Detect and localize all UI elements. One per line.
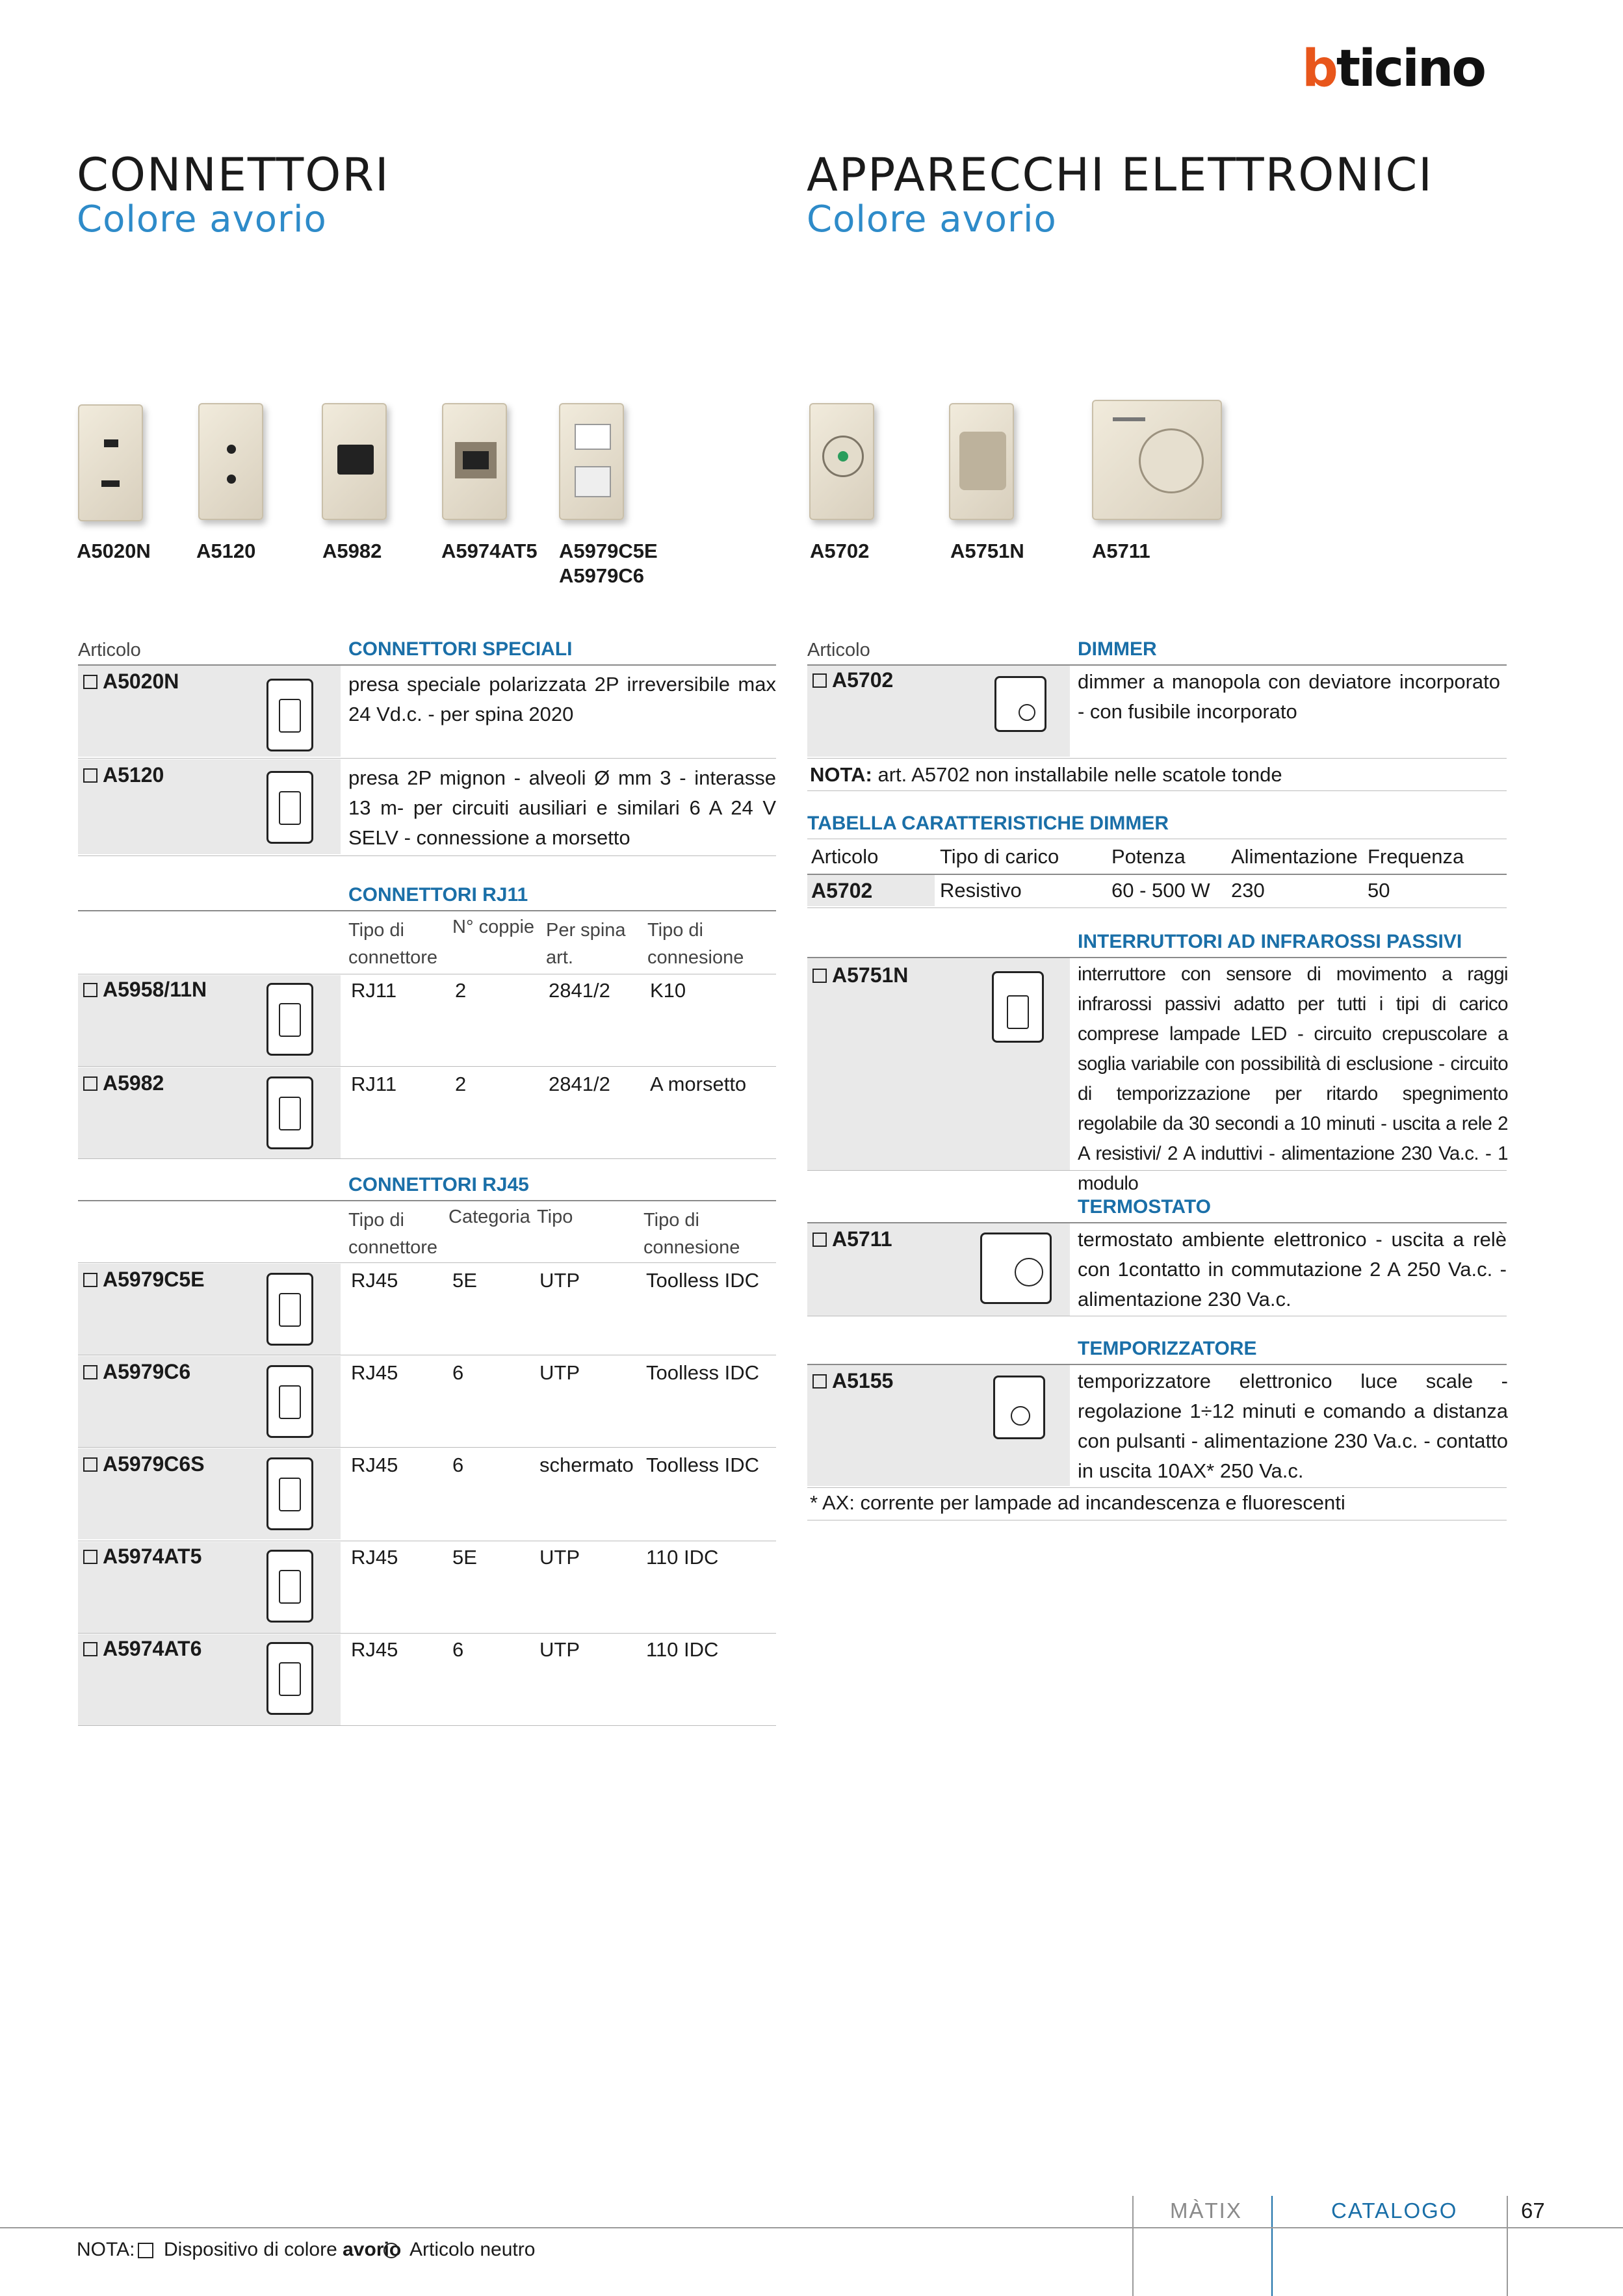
- table-cell: Resistivo: [940, 879, 1022, 902]
- rj-socket-icon: [266, 1642, 313, 1715]
- timer-icon: [993, 1376, 1045, 1439]
- footer-dispositivo: Dispositivo di colore avorio: [164, 2239, 402, 2260]
- bticino-logo: bticino: [1302, 40, 1485, 98]
- articolo-header: Articolo: [78, 640, 141, 660]
- table-cell: 230: [1231, 879, 1265, 902]
- product-label: A5020N: [77, 540, 151, 562]
- article-description: presa 2P mignon - alveoli Ø mm 3 - interasse 13 m- per circuiti ausiliari e similari 6 A 24 V SELV - connessione a morsetto: [348, 766, 776, 849]
- cell: RJ11: [351, 1073, 397, 1095]
- article-code: A5979C5E: [83, 1268, 205, 1292]
- cell: RJ45: [351, 1638, 398, 1661]
- product-label: A5711: [1092, 540, 1150, 562]
- article-code: A5982: [83, 1071, 164, 1095]
- product-photo-a5751n: [949, 403, 1014, 520]
- rj-socket-icon: [266, 1365, 313, 1438]
- product-photo-a5974at5: [442, 403, 507, 520]
- cell: UTP: [539, 1638, 580, 1661]
- series-label: MÀTIX: [1170, 2198, 1242, 2223]
- cell: 5E: [452, 1269, 477, 1292]
- article-description: interruttore con sensore di movimento a raggi infrarossi passivi adatto per tutti i tipi di carico comprese lampade LED - circuito crepuscolare a soglia variabile con possibilità di esclusione - circuito di temporizzazione per ritardo spegnimento regolabile da 30 secondi a 10 minuti - uscita a rele 2 A resistivi/ 2 A induttivi - alimentazione 230 Va.c. - 1 modulo: [1078, 963, 1508, 1194]
- cell: RJ45: [351, 1269, 398, 1292]
- section-title-speciali: CONNETTORI SPECIALI: [348, 638, 573, 660]
- article-code: A5120: [83, 763, 164, 787]
- cell: 2841/2: [549, 979, 610, 1002]
- section-title-rj11: CONNETTORI RJ11: [348, 884, 528, 906]
- cell: 110 IDC: [646, 1638, 719, 1661]
- product-photo-a5020n: [78, 404, 143, 521]
- table-cell-articolo: A5702: [811, 879, 873, 902]
- catalogo-label: CATALOGO: [1331, 2198, 1458, 2223]
- product-photo-a5702: [809, 403, 874, 520]
- product-photo-a5979c5e: [559, 403, 624, 520]
- column-header: Tipo di connesione: [647, 920, 744, 968]
- article-code: A5155: [812, 1369, 893, 1393]
- article-code: A5958/11N: [83, 978, 207, 1002]
- right-subtitle: Colore avorio: [807, 198, 1057, 241]
- article-code: A5979C6: [83, 1360, 190, 1384]
- nota-dimmer: NOTA: art. A5702 non installabile nelle scatole tonde: [810, 763, 1282, 786]
- column-header: N° coppie: [452, 917, 535, 937]
- cell: UTP: [539, 1361, 580, 1384]
- page-number: 67: [1521, 2198, 1545, 2223]
- right-title: APPARECCHI ELETTRONICI: [807, 148, 1433, 202]
- cell: 110 IDC: [646, 1546, 719, 1569]
- section-title-dimmer: DIMMER: [1078, 638, 1157, 660]
- column-header: Tipo: [537, 1207, 573, 1227]
- articolo-header: Articolo: [807, 640, 870, 660]
- column-header: Categoria: [448, 1207, 530, 1227]
- product-label: A5751N: [950, 540, 1024, 562]
- product-label: A5702: [810, 540, 870, 562]
- table-cell: 60 - 500 W: [1111, 879, 1210, 902]
- product-photo-a5711: [1092, 400, 1222, 520]
- column-header: Tipo di connettore: [348, 1210, 438, 1258]
- cell: RJ45: [351, 1361, 398, 1384]
- thermostat-icon: [980, 1233, 1052, 1304]
- column-header: Tipo di connesione: [643, 1210, 740, 1258]
- product-photo-a5120: [198, 403, 263, 520]
- socket-icon: [266, 679, 313, 751]
- cell: 6: [452, 1361, 464, 1384]
- cell: RJ45: [351, 1546, 398, 1569]
- cell: schermato: [539, 1454, 634, 1476]
- column-header: Alimentazione: [1231, 845, 1358, 868]
- rj-socket-icon: [266, 1273, 313, 1346]
- cell: 2841/2: [549, 1073, 610, 1095]
- left-subtitle: Colore avorio: [77, 198, 327, 241]
- article-code: A5979C6S: [83, 1452, 205, 1476]
- section-title-termostato: TERMOSTATO: [1078, 1196, 1211, 1218]
- article-description: dimmer a manopola con deviatore incorporato - con fusibile incorporato: [1078, 670, 1500, 723]
- cell: 6: [452, 1454, 464, 1476]
- cell: RJ11: [351, 979, 397, 1002]
- product-label: A5974AT5: [441, 540, 538, 562]
- column-header: Frequenza: [1368, 845, 1464, 868]
- cell: RJ45: [351, 1454, 398, 1476]
- rj-socket-icon: [266, 983, 313, 1056]
- cell: 5E: [452, 1546, 477, 1569]
- cell: UTP: [539, 1269, 580, 1292]
- section-title-rj45: CONNETTORI RJ45: [348, 1174, 529, 1195]
- sensor-icon: [992, 971, 1044, 1043]
- column-header: Potenza: [1111, 845, 1186, 868]
- article-code: A5751N: [812, 963, 908, 987]
- rj-socket-icon: [266, 1457, 313, 1530]
- cell: 2: [455, 1073, 467, 1095]
- cell: K10: [650, 979, 686, 1002]
- section-title-temporizzatore: TEMPORIZZATORE: [1078, 1338, 1257, 1359]
- section-title-infrarossi: INTERRUTTORI AD INFRAROSSI PASSIVI: [1078, 931, 1462, 952]
- article-description: presa speciale polarizzata 2P irreversibile max 24 Vd.c. - per spina 2020: [348, 673, 776, 725]
- socket-icon: [266, 771, 313, 844]
- product-label: A5120: [196, 540, 256, 562]
- product-photo-a5982: [322, 403, 387, 520]
- product-label: A5979C6: [559, 564, 644, 587]
- square-legend-icon: [138, 2243, 153, 2258]
- article-description: temporizzatore elettronico luce scale - regolazione 1÷12 minuti e comando a distanza con pulsanti - alimentazione 230 Va.c. - contatto in uscita 10AX* 250 Va.c.: [1078, 1370, 1508, 1482]
- table-cell: 50: [1368, 879, 1390, 902]
- product-label: A5979C5E: [559, 540, 658, 562]
- article-code: A5702: [812, 668, 893, 692]
- article-code: A5020N: [83, 670, 179, 694]
- circle-legend-icon: [383, 2243, 399, 2258]
- cell: Toolless IDC: [646, 1454, 759, 1476]
- article-code: A5974AT6: [83, 1637, 201, 1661]
- cell: 2: [455, 979, 467, 1002]
- cell: 6: [452, 1638, 464, 1661]
- cell: Toolless IDC: [646, 1361, 759, 1384]
- rj-socket-icon: [266, 1550, 313, 1623]
- column-header: Articolo: [811, 845, 879, 868]
- cell: UTP: [539, 1546, 580, 1569]
- article-code: A5974AT5: [83, 1545, 201, 1569]
- article-description: termostato ambiente elettronico - uscita a relè con 1contatto in commutazione 2 A 250 Va.c. - alimentazione 230 Va.c.: [1078, 1228, 1507, 1311]
- column-header: Per spina art.: [546, 920, 626, 968]
- footer-nota: NOTA:: [77, 2239, 135, 2260]
- footer-neutro: Articolo neutro: [409, 2239, 536, 2260]
- article-code: A5711: [812, 1227, 892, 1251]
- section-title-tabella: TABELLA CARATTERISTICHE DIMMER: [807, 813, 1169, 834]
- cell: A morsetto: [650, 1073, 747, 1095]
- rj-socket-icon: [266, 1076, 313, 1149]
- column-header: Tipo di carico: [940, 845, 1059, 868]
- dimmer-icon: [994, 676, 1046, 732]
- column-header: Tipo di connettore: [348, 920, 438, 968]
- left-title: CONNETTORI: [77, 148, 390, 202]
- product-label: A5982: [322, 540, 382, 562]
- footnote: * AX: corrente per lampade ad incandescenza e fluorescenti: [810, 1491, 1345, 1514]
- cell: Toolless IDC: [646, 1269, 759, 1292]
